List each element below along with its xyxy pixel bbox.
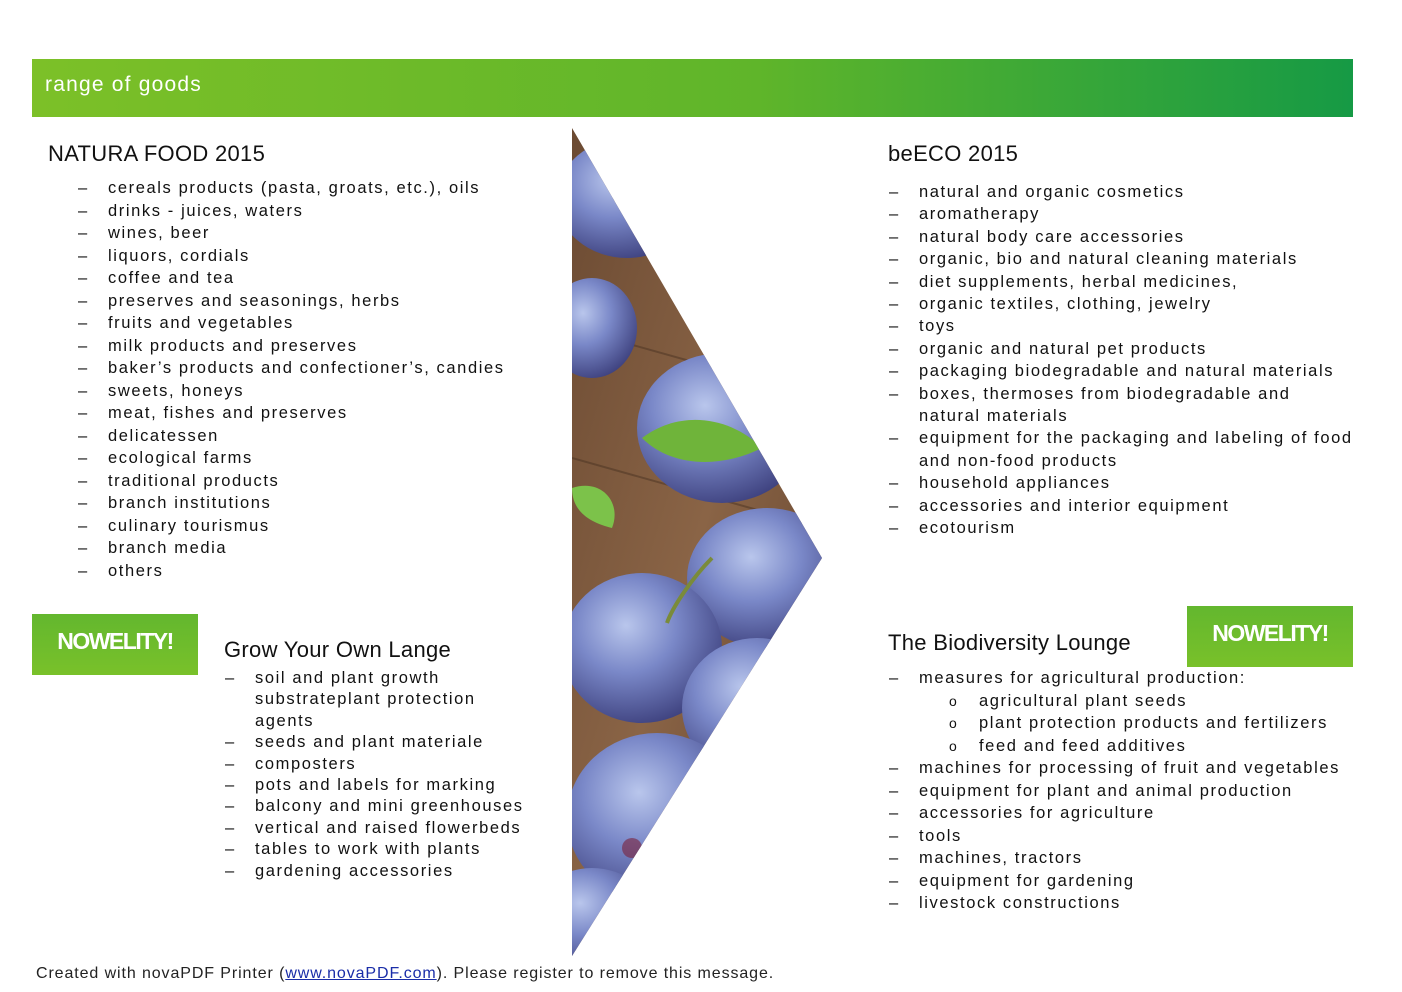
footer-link[interactable]: www.novaPDF.com [285,965,437,982]
natura-item: – drinks - juices, waters [78,200,548,223]
bio-subitem: o plant protection products and fertilizers [889,712,1359,735]
beeco-item: – organic and natural pet products [889,338,1354,360]
beeco-item: – household appliances [889,472,1354,494]
grow-item: – tables to work with plants [225,839,525,860]
natura-item: – milk products and preserves [78,335,548,358]
natura-item: – preserves and seasonings, herbs [78,290,548,313]
nowelity-badge-left [32,614,198,675]
biodiversity-heading: The Biodiversity Lounge [888,630,1131,655]
natura-item: – ecological farms [78,447,548,470]
natura-heading: NATURA FOOD 2015 [48,141,266,166]
bio-subitem: o agricultural plant seeds [889,690,1359,713]
natura-item: – liquors, cordials [78,245,548,268]
footer-suffix: ). Please register to remove this message. [436,965,775,982]
bio-item: – livestock constructions [889,892,1359,915]
beeco-item: – packaging biodegradable and natural materials [889,360,1354,382]
natura-item: – cereals products (pasta, groats, etc.), oils [78,177,548,200]
natura-item: – branch media [78,537,548,560]
footer-notice [36,965,774,983]
beeco-heading: beECO 2015 [888,141,1019,166]
natura-list [78,177,548,582]
natura-item: – coffee and tea [78,267,548,290]
beeco-item: – organic, bio and natural cleaning materials [889,248,1354,270]
footer-prefix: Created with novaPDF Printer ( [36,965,286,982]
natura-item: – delicatessen [78,425,548,448]
bio-item: – machines for processing of fruit and vegetables [889,757,1359,780]
natura-item: – others [78,560,548,583]
natura-item: – branch institutions [78,492,548,515]
beeco-item: – equipment for the packaging and labeling of food and non-food products [889,427,1354,472]
natura-item: – culinary tourismus [78,515,548,538]
natura-item: – sweets, honeys [78,380,548,403]
natura-item: – wines, beer [78,222,548,245]
nowelity-badge-right-label: NOWELITY! [1212,620,1328,646]
natura-item: – fruits and vegetables [78,312,548,335]
natura-item: – meat, fishes and preserves [78,402,548,425]
grow-item: – pots and labels for marking [225,775,525,796]
beeco-item: – toys [889,315,1354,337]
bio-subitem: o feed and feed additives [889,735,1359,758]
beeco-item: – natural and organic cosmetics [889,181,1354,203]
beeco-list [889,181,1354,540]
grow-item: – vertical and raised flowerbeds [225,818,525,839]
bio-intro: – measures for agricultural production: [889,667,1359,690]
grow-item: – composters [225,754,525,775]
grow-item: – soil and plant growth substrateplant protection agents [225,668,525,732]
beeco-item: – accessories and interior equipment [889,495,1354,517]
grow-item: – balcony and mini greenhouses [225,796,525,817]
header-banner [32,59,1353,117]
bio-item: – machines, tractors [889,847,1359,870]
nowelity-badge-left-label: NOWELITY! [57,628,173,654]
bio-item: – accessories for agriculture [889,802,1359,825]
nowelity-badge-right [1187,606,1353,667]
bio-item: – equipment for plant and animal production [889,780,1359,803]
biodiversity-list [889,667,1359,915]
beeco-item: – aromatherapy [889,203,1354,225]
grow-list [225,668,525,882]
bio-item: – equipment for gardening [889,870,1359,893]
natura-item: – traditional products [78,470,548,493]
natura-item: – baker’s products and confectioner’s, candies [78,357,548,380]
beeco-item: – diet supplements, herbal medicines, [889,271,1354,293]
beeco-item: – ecotourism [889,517,1354,539]
grow-item: – gardening accessories [225,861,525,882]
plums-photo [572,128,824,956]
grow-heading: Grow Your Own Lange [224,637,452,662]
beeco-item: – natural body care accessories [889,226,1354,248]
grow-item: – seeds and plant materiale [225,732,525,753]
beeco-item: – boxes, thermoses from biodegradable and natural materials [889,383,1354,428]
banner-title: range of goods [45,73,202,96]
bio-item: – tools [889,825,1359,848]
beeco-item: – organic textiles, clothing, jewelry [889,293,1354,315]
